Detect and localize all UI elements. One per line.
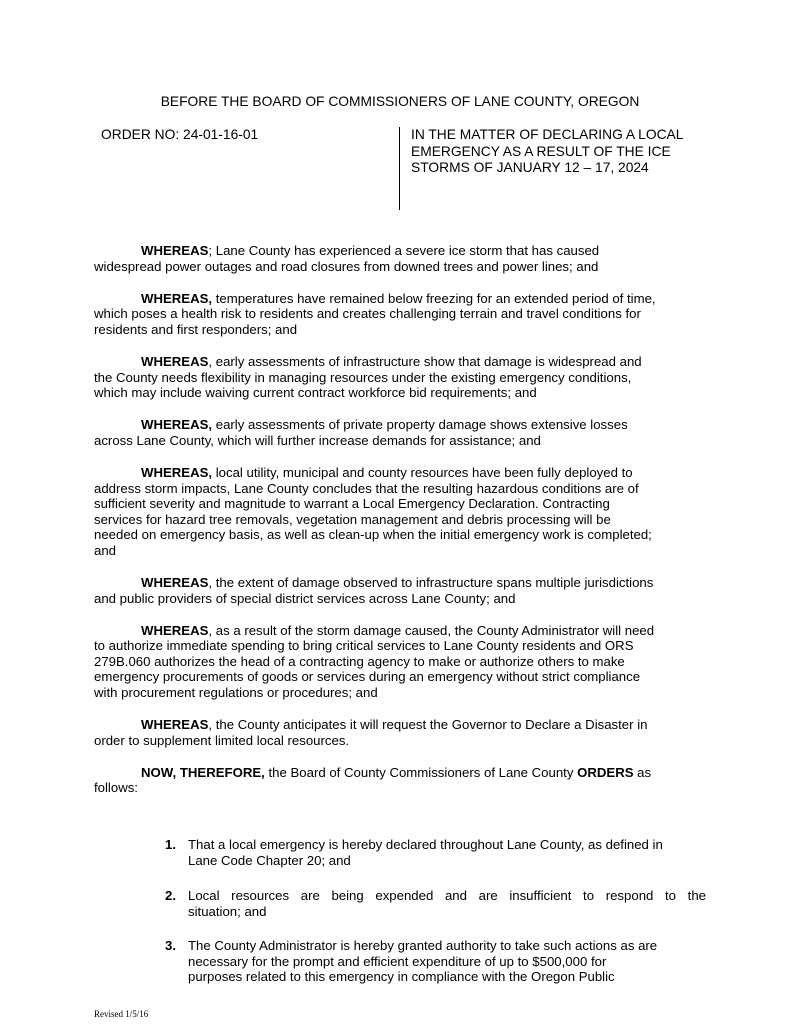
whereas-text: services for hazard tree removals, vegetation management and debris processing will be bbox=[94, 511, 611, 527]
whereas-text: widespread power outages and road closures from downed trees and power lines; and bbox=[94, 258, 599, 274]
now-therefore-keyword: NOW, THEREFORE, bbox=[141, 764, 265, 780]
whereas-text: which may include waiving current contract workforce bid requirements; and bbox=[94, 385, 537, 401]
whereas-paragraph bbox=[94, 717, 706, 748]
matter-line: IN THE MATTER OF DECLARING A LOCAL bbox=[411, 127, 684, 142]
matter-line: STORMS OF JANUARY 12 – 17, 2024 bbox=[411, 160, 649, 175]
whereas-paragraph bbox=[94, 354, 706, 401]
board-heading: BEFORE THE BOARD OF COMMISSIONERS OF LANE COUNTY, OREGON bbox=[160, 94, 640, 109]
order-line: situation; and bbox=[188, 903, 267, 919]
whereas-text: needed on emergency basis, as well as clean-up when the initial emergency work is completed; bbox=[94, 527, 652, 543]
whereas-keyword: WHEREAS, bbox=[141, 290, 213, 306]
order-text bbox=[188, 888, 706, 919]
whereas-paragraph bbox=[94, 291, 706, 338]
whereas-text: , the County anticipates it will request the Governor to Declare a Disaster in bbox=[208, 717, 648, 733]
order-number-label: 2. bbox=[165, 888, 176, 903]
whereas-text: with procurement regulations or procedures; and bbox=[94, 685, 378, 701]
whereas-text: , the extent of damage observed to infrastructure spans multiple jurisdictions bbox=[208, 575, 654, 590]
whereas-paragraph bbox=[94, 575, 706, 606]
whereas-text: , as a result of the storm damage caused, the County Administrator will need bbox=[208, 622, 655, 638]
whereas-text: address storm impacts, Lane County concludes that the resulting hazardous conditions are of bbox=[94, 480, 639, 496]
revision-footer: Revised 1/5/16 bbox=[94, 1009, 149, 1019]
whereas-paragraph bbox=[94, 243, 706, 274]
whereas-keyword: WHEREAS bbox=[141, 717, 209, 733]
whereas-keyword: WHEREAS bbox=[141, 575, 209, 590]
matter-caption bbox=[411, 127, 711, 177]
whereas-paragraph bbox=[94, 417, 706, 448]
now-therefore-paragraph bbox=[94, 765, 706, 796]
now-therefore-text: follows: bbox=[94, 780, 138, 796]
whereas-section bbox=[94, 243, 706, 813]
whereas-text: sufficient severity and magnitude to warrant a Local Emergency Declaration. Contracting bbox=[94, 496, 610, 512]
whereas-text: residents and first responders; and bbox=[94, 321, 298, 337]
order-text bbox=[188, 938, 706, 985]
whereas-keyword: WHEREAS, bbox=[141, 417, 213, 433]
whereas-text: 279B.060 authorizes the head of a contracting agency to make or authorize others to make bbox=[94, 653, 625, 669]
now-therefore-text: as bbox=[633, 764, 652, 780]
whereas-text: to authorize immediate spending to bring critical services to Lane County residents and ORS bbox=[94, 638, 634, 654]
order-line: purposes related to this emergency in compliance with the Oregon Public bbox=[188, 969, 615, 985]
whereas-text: temperatures have remained below freezing for an extended period of time, bbox=[212, 290, 656, 306]
whereas-keyword: WHEREAS bbox=[141, 243, 209, 258]
order-number-label: 1. bbox=[165, 837, 176, 852]
whereas-paragraph bbox=[94, 623, 706, 701]
caption-divider bbox=[399, 127, 400, 210]
whereas-text: and bbox=[94, 542, 117, 558]
orders-keyword: ORDERS bbox=[577, 764, 634, 780]
order-text bbox=[188, 837, 706, 868]
matter-line: EMERGENCY AS A RESULT OF THE ICE bbox=[411, 143, 671, 159]
whereas-keyword: WHEREAS, bbox=[141, 464, 213, 480]
whereas-text: the County needs flexibility in managing resources under the existing emergency conditions, bbox=[94, 369, 632, 385]
order-line: The County Administrator is hereby granted authority to take such actions as are bbox=[188, 938, 658, 953]
whereas-keyword: WHEREAS bbox=[141, 622, 209, 638]
order-line: That a local emergency is hereby declared throughout Lane County, as defined in bbox=[188, 837, 663, 852]
order-number-label: 3. bbox=[165, 938, 176, 953]
whereas-text: local utility, municipal and county resources have been fully deployed to bbox=[212, 464, 633, 480]
order-line: Lane Code Chapter 20; and bbox=[188, 852, 351, 868]
whereas-text: and public providers of special district services across Lane County; and bbox=[94, 590, 516, 606]
whereas-text: order to supplement limited local resources. bbox=[94, 732, 350, 748]
whereas-paragraph bbox=[94, 465, 706, 559]
whereas-text: ; Lane County has experienced a severe ice storm that has caused bbox=[208, 243, 600, 258]
order-line: necessary for the prompt and efficient expenditure of up to $500,000 for bbox=[188, 953, 607, 969]
whereas-text: emergency procurements of goods or services during an emergency without strict compliance bbox=[94, 669, 641, 685]
now-therefore-text: the Board of County Commissioners of Lane County bbox=[264, 764, 578, 780]
whereas-keyword: WHEREAS bbox=[141, 353, 209, 369]
whereas-text: early assessments of private property damage shows extensive losses bbox=[212, 417, 628, 433]
order-line: Local resources are being expended and are insufficient to respond to the bbox=[188, 888, 706, 903]
whereas-text: which poses a health risk to residents and creates challenging terrain and travel conditions for bbox=[94, 306, 641, 322]
order-number: ORDER NO: 24-01-16-01 bbox=[101, 127, 259, 142]
whereas-text: , early assessments of infrastructure show that damage is widespread and bbox=[208, 353, 642, 369]
whereas-text: across Lane County, which will further increase demands for assistance; and bbox=[94, 432, 541, 448]
